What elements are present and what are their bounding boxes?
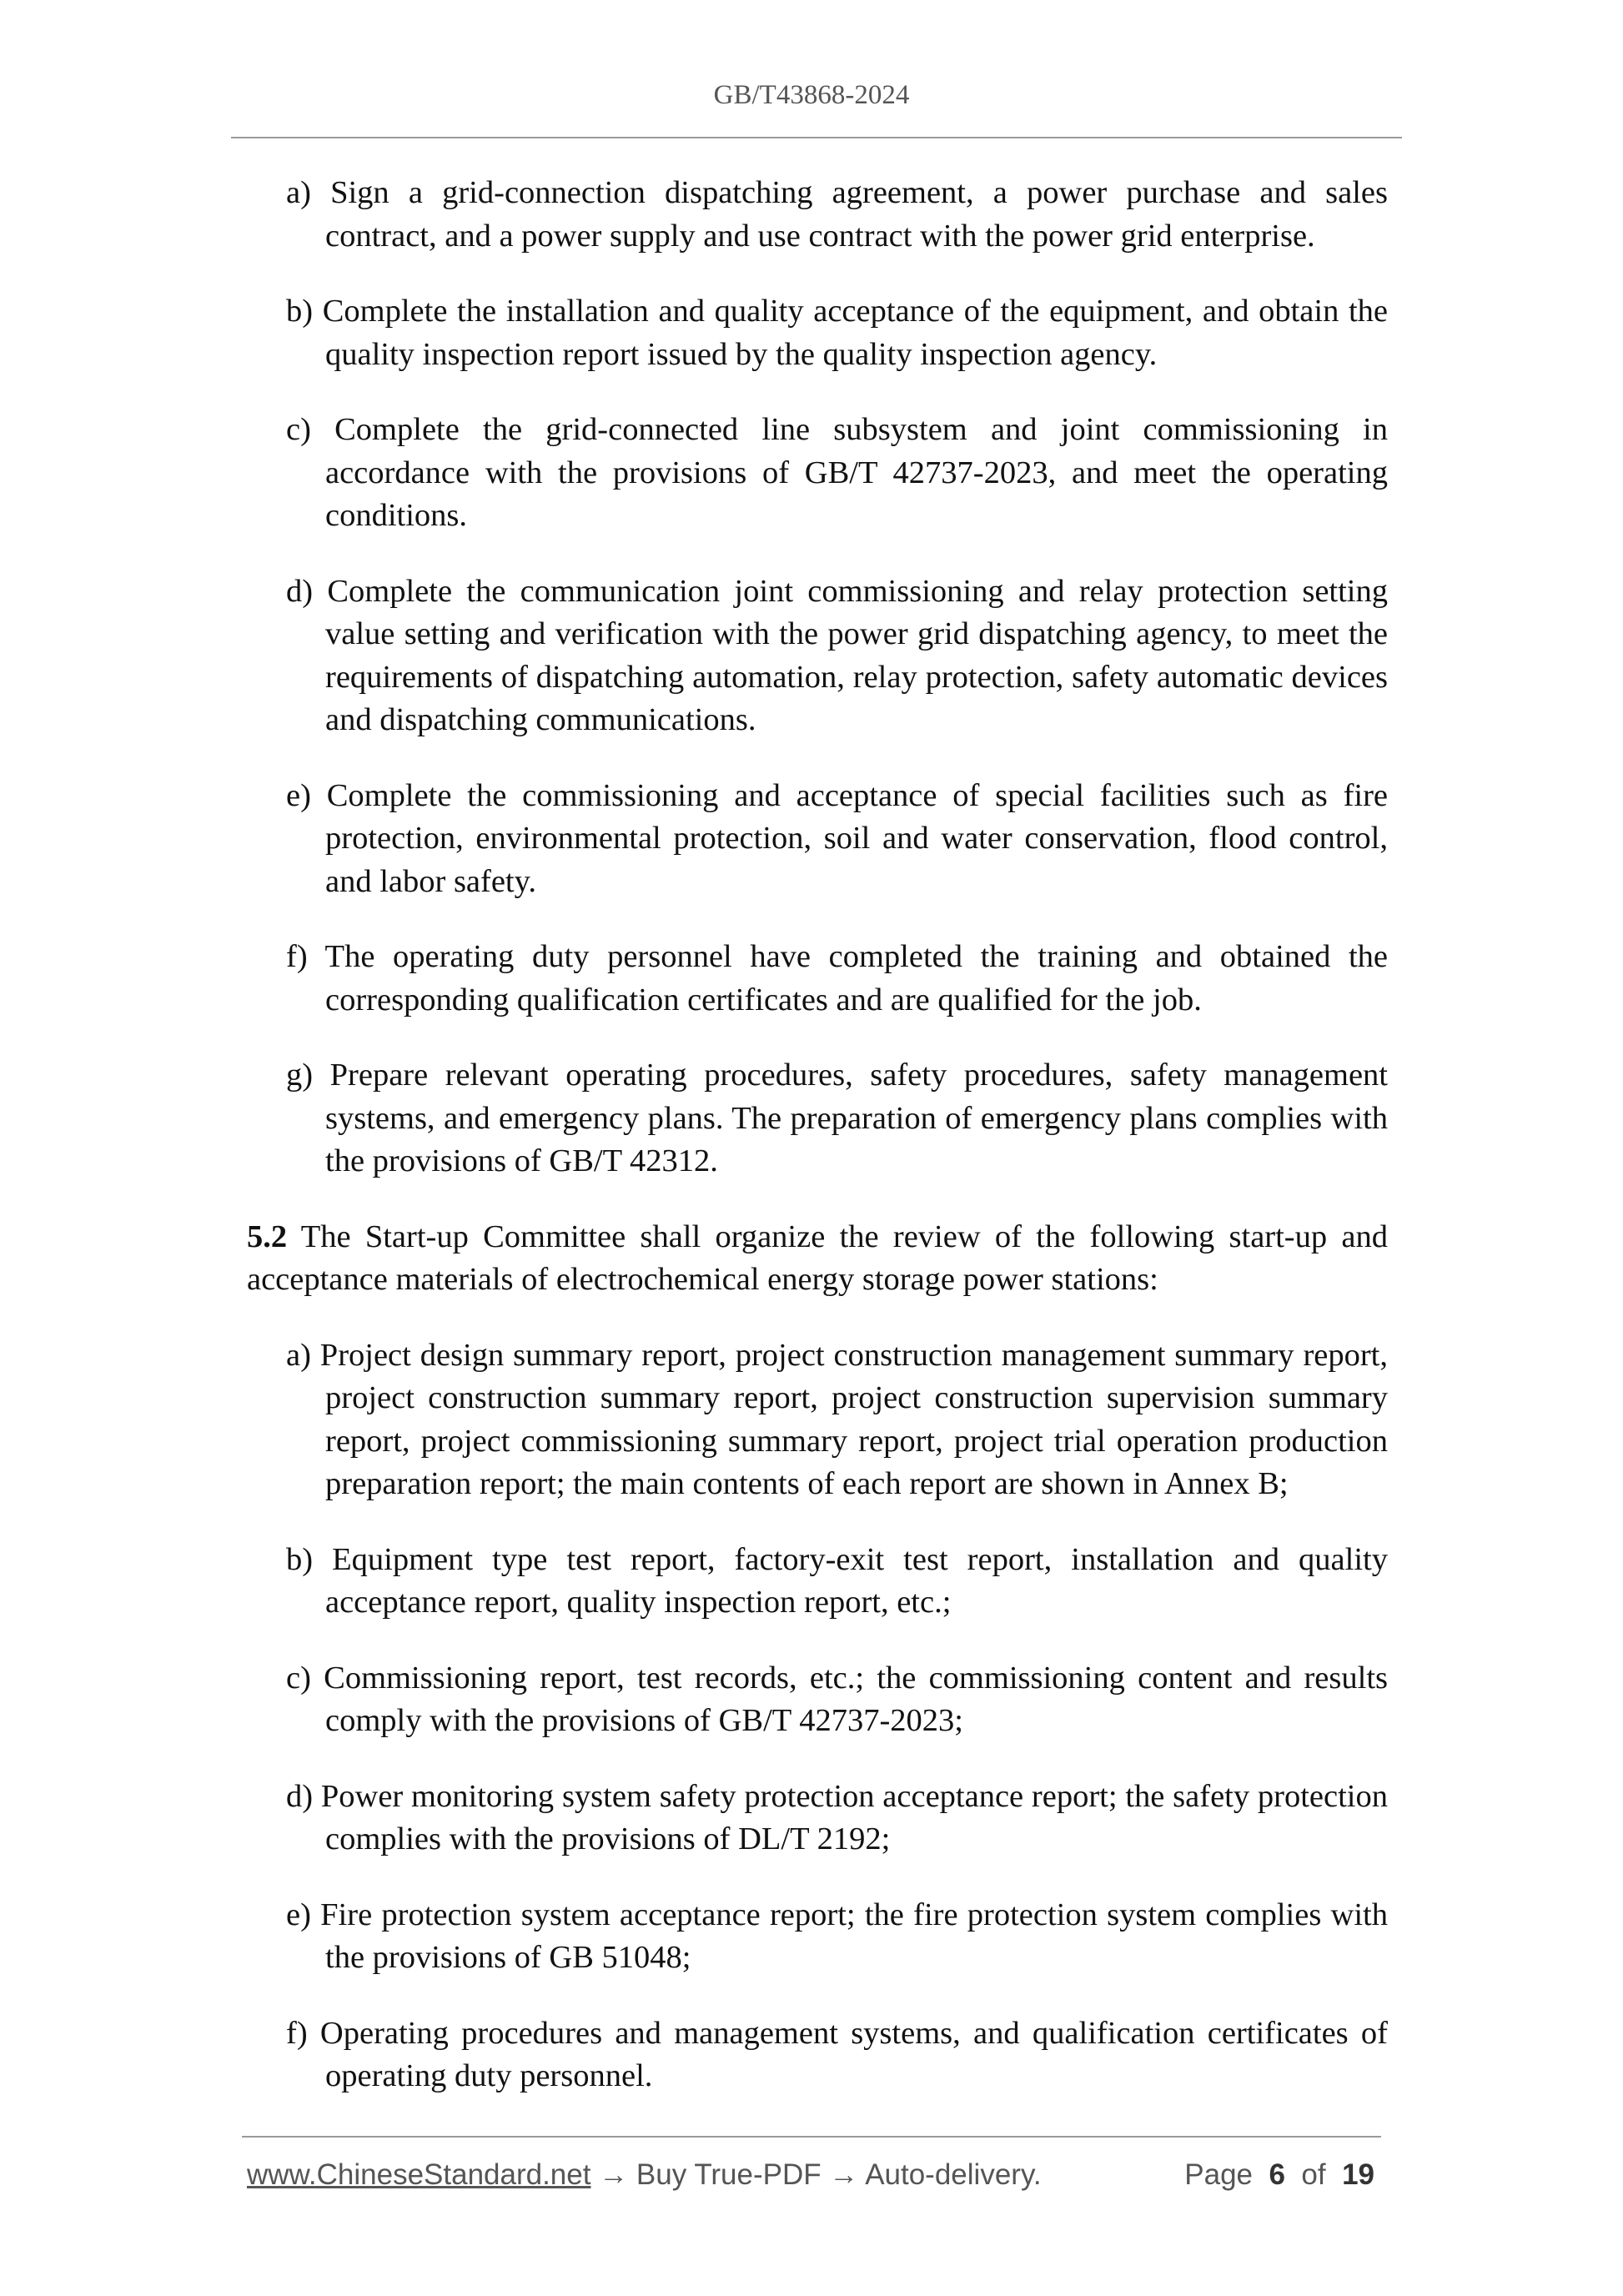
materials-item-c: c) Commissioning report, test records, etc.; the commissioning content and results comply with the provisions of GB/T 42737-2023; <box>286 1660 1388 1738</box>
clause-5-2 <box>247 1216 1388 1302</box>
materials-item-a: a) Project design summary report, project construction management summary report, project construction summary report, project construction supervision summary report, project commissioning summary report, project trial operation production preparation report; the main contents of each report are shown in Annex B; <box>286 1337 1388 1501</box>
requirements-list <box>247 172 1388 1183</box>
list-item-e: e) Complete the commissioning and acceptance of special facilities such as fire protection, environmental protection, soil and water conservation, flood control, and labor safety. <box>286 777 1388 899</box>
clause-text: The Start-up Committee shall organize the review of the following start-up and acceptance materials of electrochemical energy storage power stations: <box>247 1218 1388 1297</box>
materials-list <box>247 1334 1388 2098</box>
page-current: 6 <box>1269 2158 1285 2191</box>
materials-item-b: b) Equipment type test report, factory-exit test report, installation and quality acceptance report, quality inspection report, etc.; <box>286 1541 1388 1620</box>
clause-number: 5.2 <box>247 1218 288 1254</box>
document-id: GB/T43868-2024 <box>713 80 910 110</box>
materials-item-f: f) Operating procedures and management systems, and qualification certificates of operating duty personnel. <box>286 2015 1388 2093</box>
arrow-icon: → <box>821 2158 866 2191</box>
site-link[interactable]: www.ChineseStandard.net <box>247 2158 591 2191</box>
page-total: 19 <box>1342 2158 1374 2191</box>
list-item-f: f) The operating duty personnel have completed the training and obtained the corresponding qualification certificates and are qualified for the job. <box>286 939 1388 1017</box>
list-item-d: d) Complete the communication joint commissioning and relay protection setting value setting and verification with the power grid dispatching agency, to meet the requirements of dispatching automation, relay protection, safety automatic devices and dispatching communications. <box>286 573 1388 737</box>
list-item-b: b) Complete the installation and quality acceptance of the equipment, and obtain the quality inspection report issued by the quality inspection agency. <box>286 294 1388 372</box>
page-of: of <box>1301 2158 1326 2191</box>
header-divider <box>231 137 1402 138</box>
list-item-c: c) Complete the grid-connected line subsystem and joint commissioning in accordance with the provisions of GB/T 42737-2023, and meet the operating conditions. <box>286 412 1388 533</box>
list-item-a: a) Sign a grid-connection dispatching agreement, a power purchase and sales contract, and a power supply and use contract with the power grid enterprise. <box>286 175 1388 254</box>
materials-item-e: e) Fire protection system acceptance report; the fire protection system complies with the provisions of GB 51048; <box>286 1897 1388 1975</box>
delivery-text: Auto-delivery. <box>865 2158 1042 2191</box>
arrow-icon: → <box>590 2158 636 2191</box>
page-number <box>1184 2158 1374 2192</box>
page-body <box>247 172 1388 2131</box>
list-item-g: g) Prepare relevant operating procedures, safety procedures, safety management systems, and emergency plans. The preparation of emergency plans complies with the provisions of GB/T 42312. <box>286 1058 1388 1178</box>
running-header <box>0 80 1623 111</box>
page-label: Page <box>1184 2158 1254 2191</box>
page-footer <box>247 2158 1381 2200</box>
footer-promo <box>247 2158 1042 2192</box>
buy-text: Buy True-PDF <box>636 2158 822 2191</box>
materials-item-d: d) Power monitoring system safety protection acceptance report; the safety protection complies with the provisions of DL/T 2192; <box>286 1778 1388 1856</box>
footer-divider <box>242 2136 1381 2138</box>
